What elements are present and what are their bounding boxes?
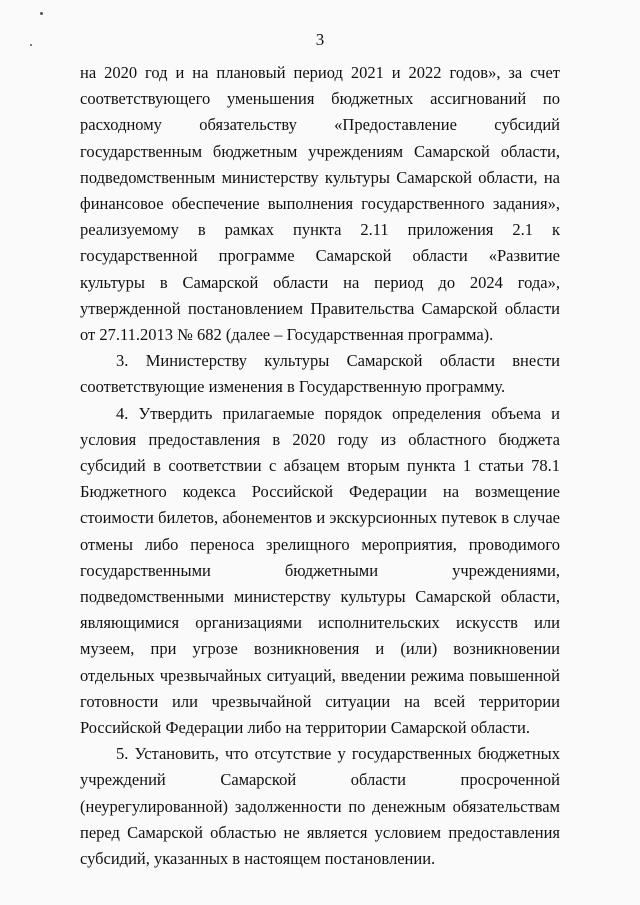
paragraph-continuation: на 2020 год и на плановый период 2021 и 2022 годов», за счет соответствующего уменьшения бюджетных ассигнований по расходному обязательству «Предоставление субсидий государственным бюджетным учреждениям Самарской области, подведомственным министерству культуры Самарской области, на финансовое обеспечение выполнения государственного задания», реализуемому в рамках пункта 2.11 приложения 2.1 к государственной программе Самарской области «Развитие культуры в Самарской области на период до 2024 года», утвержденной постановлением Правительства Самарской области от 27.11.2013 № 682 (далее – Государственная программа).: [80, 63, 560, 345]
paragraph-item-3: 3. Министерству культуры Самарской области внести соответствующие изменения в Государственную программу.: [80, 351, 560, 397]
scan-speck: [40, 12, 43, 15]
document-body: [80, 60, 560, 872]
paragraph-item-4: 4. Утвердить прилагаемые порядок определения объема и условия предоставления в 2020 году из областного бюджета субсидий в соответствии с абзацем вторым пункта 1 статьи 78.1 Бюджетного кодекса Российской Федерации на возмещение стоимости билетов, абонементов и экскурсионных путевок в случае отмены либо переноса зрелищного мероприятия, проводимого государственными бюджетными учреждениями, подведомственными министерству культуры Самарской области, являющимися организациями исполнительских искусств или музеем, при угрозе возникновения и (или) возникновении отдельных чрезвычайных ситуаций, введении режима повышенной готовности или чрезвычайной ситуации на всей территории Российской Федерации либо на территории Самарской области.: [80, 403, 560, 738]
page-number: 3: [315, 30, 325, 49]
paragraph-item-5: 5. Установить, что отсутствие у государственных бюджетных учреждений Самарской области просроченной (неурегулированной) задолженности по денежным обязательствам перед Самарской областью не является условием предоставления субсидий, указанных в настоящем постановлении.: [80, 744, 560, 869]
